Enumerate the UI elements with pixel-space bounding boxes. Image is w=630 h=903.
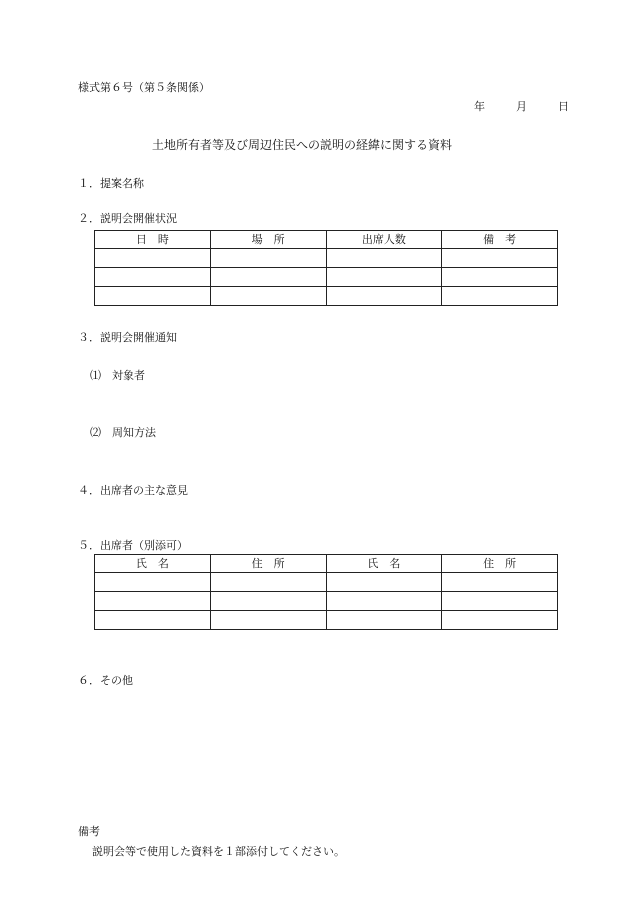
date-year: 年 [474,100,485,113]
table-row [95,287,558,306]
form-number: 様式第６号（第５条関係） [78,81,210,94]
section-5-label: ５．出席者（別添可） [78,539,188,552]
section-3-item-2: ⑵ 周知方法 [90,426,156,439]
table-cell [442,268,558,287]
column-header-attendees: 出席人数 [326,231,442,249]
table-header-row [95,231,558,249]
column-header-address: 住 所 [442,555,558,573]
table-cell [210,287,326,306]
table-cell [210,268,326,287]
table-cell [326,611,442,630]
table-cell [326,287,442,306]
table-cell [326,249,442,268]
meeting-status-table [94,230,558,306]
remarks-heading: 備考 [78,825,100,838]
column-header-address: 住 所 [210,555,326,573]
document-title: 土地所有者等及び周辺住民への説明の経緯に関する資料 [152,138,453,152]
table-row [95,249,558,268]
date-day: 日 [558,100,569,113]
column-header-place: 場 所 [210,231,326,249]
table-cell [95,592,211,611]
table-cell [442,592,558,611]
table-cell [442,287,558,306]
table-cell [442,249,558,268]
table-cell [442,573,558,592]
date-month: 月 [516,100,527,113]
table-cell [326,592,442,611]
section-3-label: ３．説明会開催通知 [78,331,177,344]
column-header-name: 氏 名 [326,555,442,573]
table-cell [210,592,326,611]
column-header-datetime: 日 時 [95,231,211,249]
table-cell [442,611,558,630]
table-row [95,573,558,592]
date-line [474,100,569,114]
remarks-text: 説明会等で使用した資料を１部添付してください。 [92,845,345,858]
table-cell [210,611,326,630]
table-cell [210,573,326,592]
section-4-label: ４．出席者の主な意見 [78,484,188,497]
section-3-item-1: ⑴ 対象者 [90,369,145,382]
table-cell [326,268,442,287]
attendee-table [94,554,558,630]
table-row [95,592,558,611]
section-1-label: １．提案名称 [78,177,144,190]
table-cell [95,573,211,592]
table-cell [326,573,442,592]
table-cell [95,611,211,630]
column-header-name: 氏 名 [95,555,211,573]
table-cell [95,287,211,306]
table-row [95,268,558,287]
table-cell [95,249,211,268]
table-cell [95,268,211,287]
table-row [95,611,558,630]
section-2-label: ２．説明会開催状況 [78,212,177,225]
table-cell [210,249,326,268]
table-header-row [95,555,558,573]
column-header-notes: 備 考 [442,231,558,249]
section-6-label: ６．その他 [78,674,133,687]
